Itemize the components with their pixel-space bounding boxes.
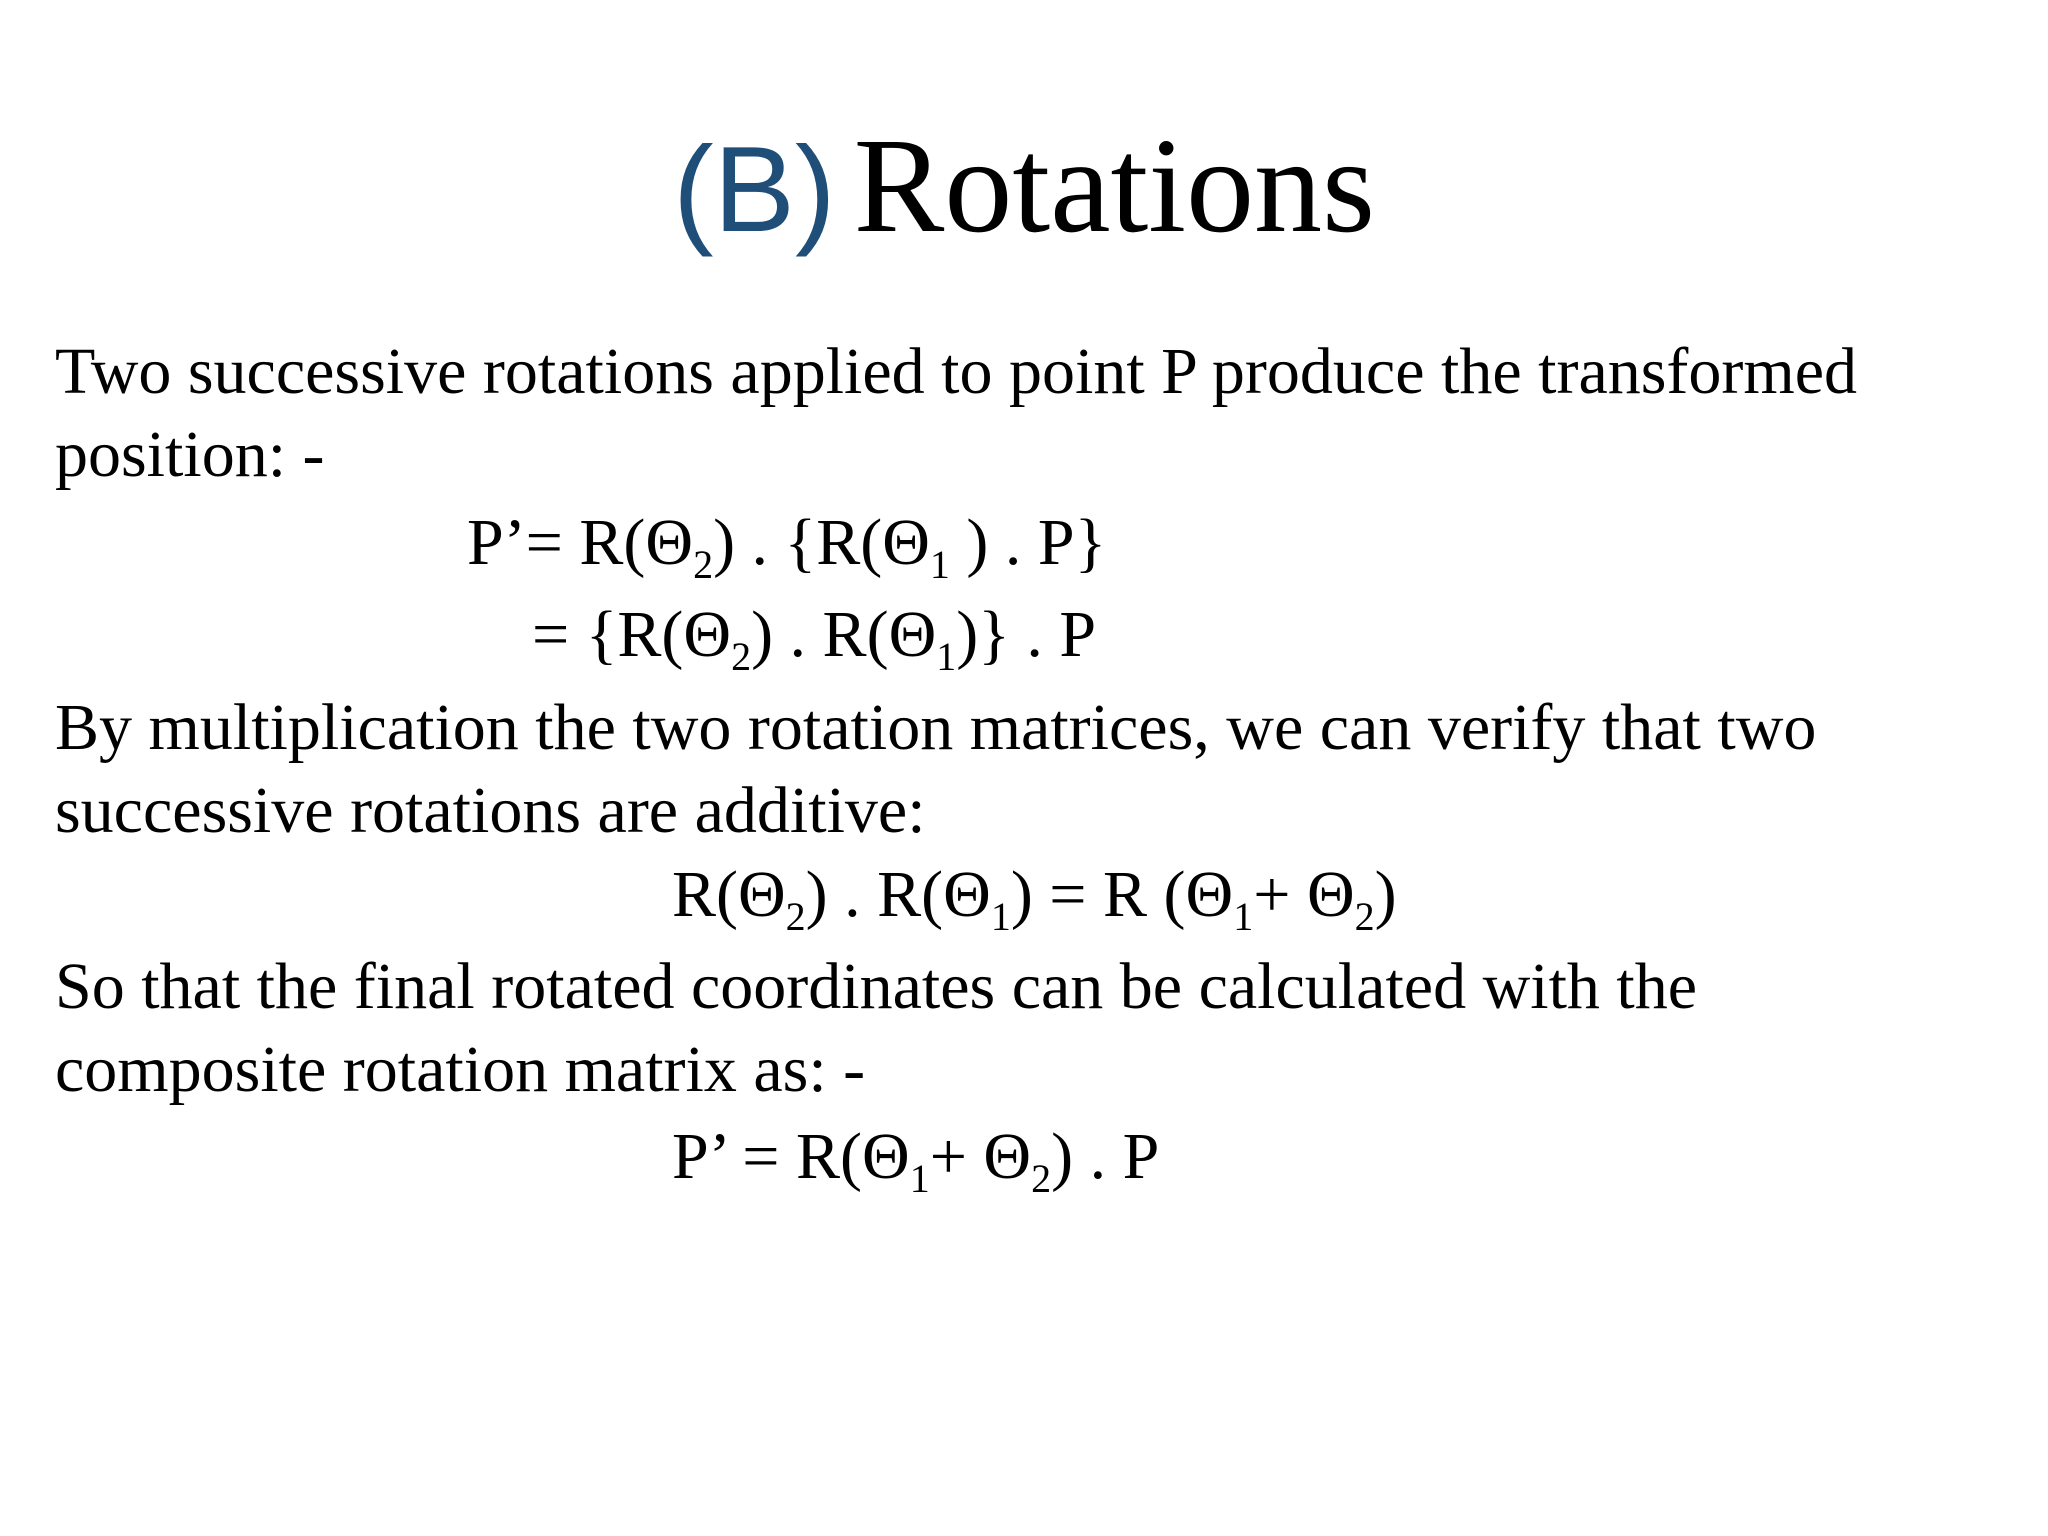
paragraph-line: composite rotation matrix as: - [55,1033,866,1106]
equation-text: $R(\Theta_2)$ . $R(\Theta_1) = R$ $(\Theta_1+ \Theta_2)$ [672,858,1397,939]
equation-text: P’= $R(\Theta_2)$ . {$R(\Theta_1$ ) . P} [467,506,1107,587]
title-text: Rotations [853,111,1375,261]
equation-regrouped-product [532,598,1097,679]
title-section-label: (B) [673,121,836,257]
paragraph-line: By multiplication the two rotation matrices, we can verify that two [55,691,1817,764]
paragraph-line: successive rotations are additive: [55,774,926,847]
equation-additive-rotations [672,858,1397,939]
equation-composite-product [467,506,1107,587]
paragraph-final-coordinates [55,945,1995,1111]
paragraph-line: position: - [55,418,325,491]
paragraph-line: Two successive rotations applied to point P produce the transformed [55,335,1858,408]
equation-text: = {$R(\Theta_2)$ . $R(\Theta_1)$} . P [532,598,1097,679]
paragraph-line: So that the final rotated coordinates can be calculated with the [55,950,1698,1023]
slide-title [0,111,2048,261]
paragraph-two-successive-rotations [55,330,1995,496]
paragraph-multiplication [55,686,1995,852]
equation-text: P’ = $R(\Theta_1+ \Theta_2)$ . P [672,1120,1160,1201]
equation-final-position [672,1120,1160,1201]
